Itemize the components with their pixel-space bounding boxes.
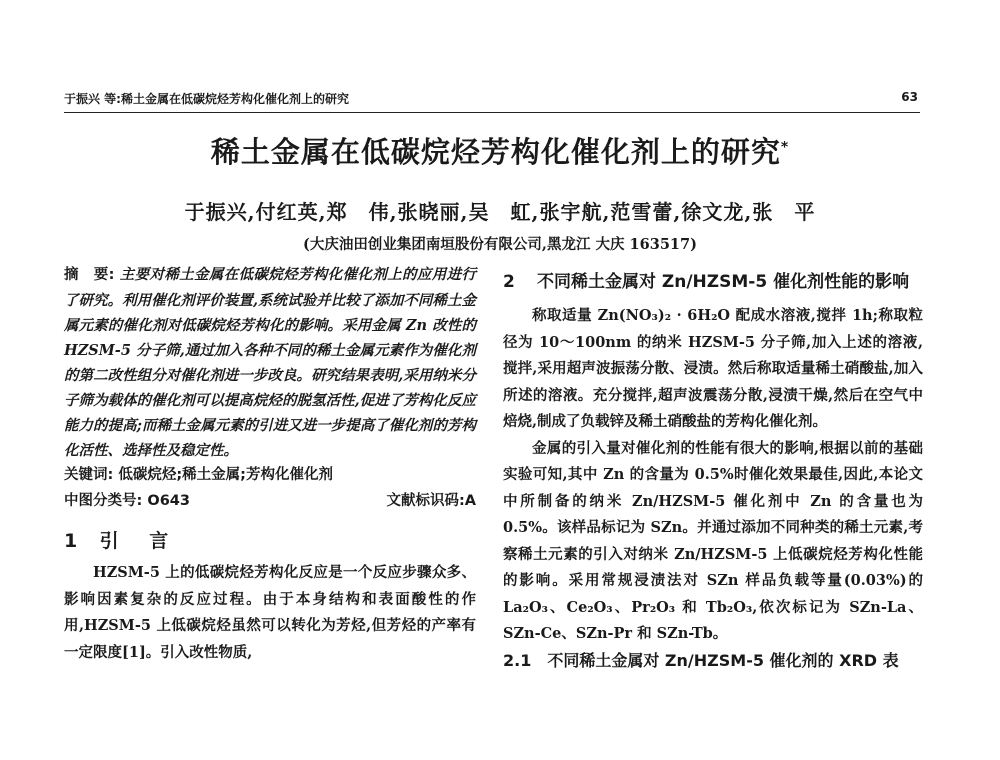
right-column — [503, 268, 923, 674]
section-1-heading — [64, 526, 476, 560]
section-2-number: 2 — [503, 272, 515, 292]
abstract — [64, 262, 476, 463]
subsection-2-1-heading: 2.1 不同稀土金属对 Zn/HZSM-5 催化剂的 XRD 表 — [503, 650, 899, 670]
doc-code-value: A — [464, 493, 476, 509]
section-1-paragraph: HZSM-5 上的低碳烷烃芳构化反应是一个反应步骤众多、影响因素复杂的反应过程。由于本身结构和表面酸性的作用,HZSM-5 上低碳烷烃虽然可以转化为芳烃,但芳烃的产率有一定限度[1]。引入改性物质, — [64, 564, 476, 661]
keywords-label: 关键词: — [64, 467, 114, 483]
keywords-text: 低碳烷烃;稀土金属;芳构化催化剂 — [118, 467, 333, 483]
clc-label: 中图分类号: — [64, 493, 143, 509]
clc-value: O643 — [147, 493, 190, 509]
abstract-text: 主要对稀土金属在低碳烷烃芳构化催化剂上的应用进行了研究。利用催化剂评价装置,系统试验并比较了添加不同稀土金属元素的催化剂对低碳烷烃芳构化的影响。采用金属 Zn 改性的 HZSM-5 分子筛,通过加入各种不同的稀土金属元素作为催化剂的第二改性组分对催化剂进一步改良。研究结果表明,采用纳米分子筛为载体的催化剂可以提高烷烃的脱氢活性,促进了芳构化反应能力的提高;而稀土金属元素的引进又进一步提高了催化剂的芳构化活性、选择性及稳定性。 — [64, 266, 476, 459]
section-2-heading — [503, 268, 923, 297]
title-footnote-mark: * — [780, 139, 790, 156]
section-2-paragraph-2: 金属的引入量对催化剂的性能有很大的影响,根据以前的基础实验可知,其中 Zn 的含量为 0.5%时催化效果最佳,因此,本论文中所制备的纳米 Zn/HZSM-5 催化剂中 Zn 的含量也为 0.5%。该样品标记为 SZn。并通过添加不同种类的稀土元素,考察稀土元素的引入对纳米 Zn/HZSM-5 上低碳烷烃芳构化性能的影响。采用常规浸渍法对 SZn 样品负载等量(0.03%)的 La₂O₃、Ce₂O₃、Pr₂O₃ 和 Tb₂O₃,依次标记为 SZn-La、SZn-Ce、SZn-Pr 和 SZn-Tb。 — [503, 439, 923, 642]
affiliation: (大庆油田创业集团南垣股份有限公司,黑龙江 大庆 163517) — [303, 236, 697, 253]
keywords — [64, 463, 476, 488]
section-2-title: 不同稀土金属对 Zn/HZSM-5 催化剂性能的影响 — [537, 272, 910, 292]
classification-line — [64, 488, 476, 514]
running-title: 于振兴 等:稀土金属在低碳烷烃芳构化催化剂上的研究 — [64, 92, 349, 106]
doc-code-label: 文献标识码: — [386, 493, 465, 509]
document-code — [386, 488, 476, 514]
abstract-label: 摘 要: — [64, 267, 115, 283]
paper-title — [0, 130, 1000, 171]
running-header — [64, 90, 920, 113]
page-number: 63 — [901, 90, 918, 104]
author-list: 于振兴,付红英,郑 伟,张晓丽,吴 虹,张宇航,范雪蕾,徐文龙,张 平 — [184, 200, 816, 224]
left-column — [64, 262, 476, 666]
section-1-number: 1 — [64, 530, 79, 552]
section-1-title-char: 引 — [99, 530, 120, 552]
section-1-title-char: 言 — [149, 530, 170, 552]
paper-title-text: 稀土金属在低碳烷烃芳构化催化剂上的研究 — [210, 135, 781, 169]
section-2-paragraph-1: 称取适量 Zn(NO₃)₂ · 6H₂O 配成水溶液,搅拌 1h;称取粒径为 10～100nm 的纳米 HZSM-5 分子筛,加入上述的溶液,搅拌,采用超声波振荡分散、浸渍。然后称取适量稀土硝酸盐,加入所述的溶液。充分搅拌,超声波震荡分散,浸渍干燥,然后在空气中焙烧,制成了负载锌及稀土硝酸盐的芳构化催化剂。 — [503, 307, 923, 430]
